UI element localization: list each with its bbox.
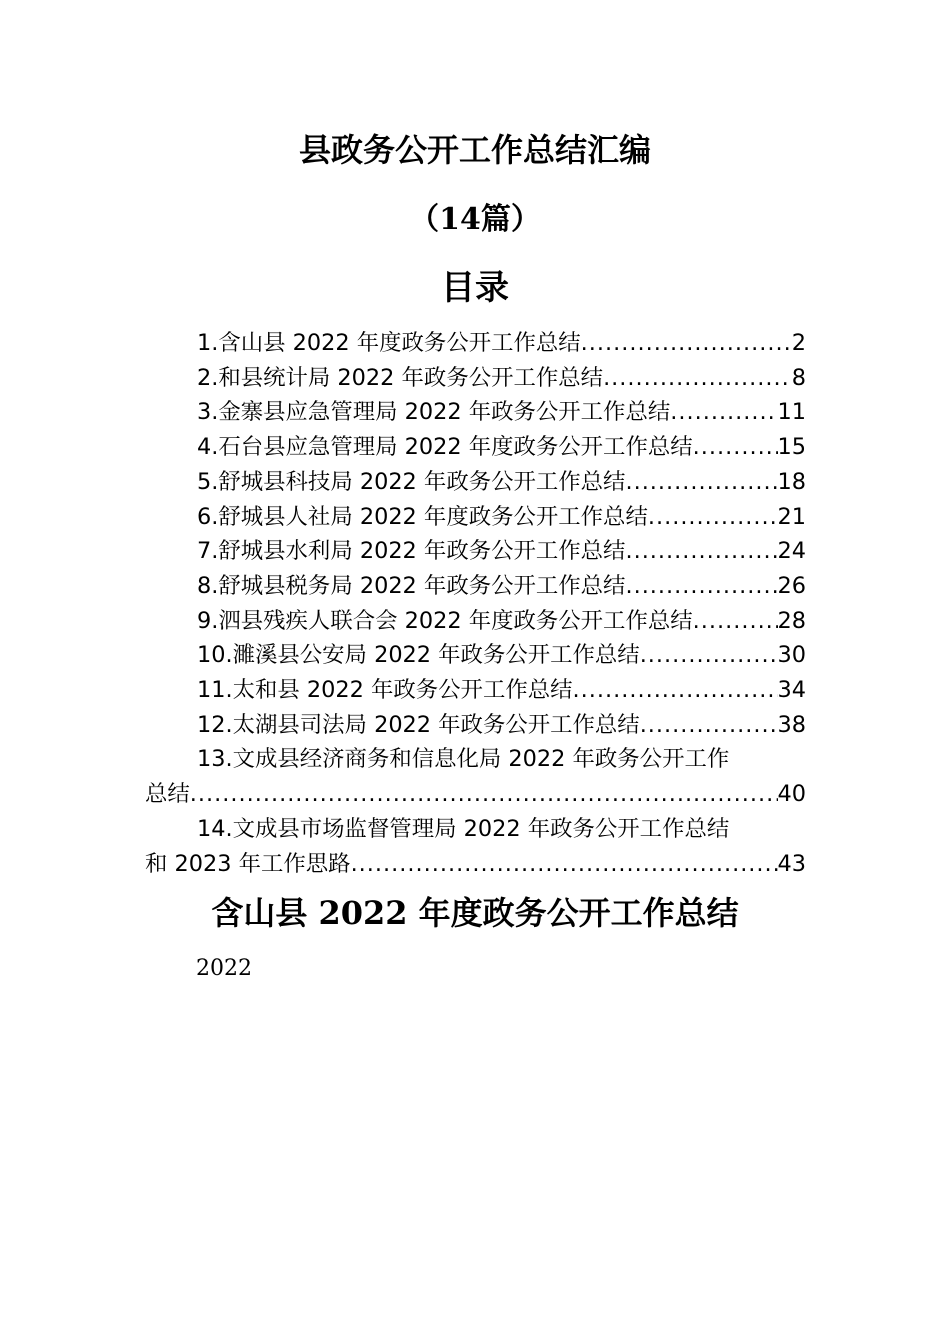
toc-entry-text: 9.泗县残疾人联合会 2022 年度政务公开工作总结 bbox=[197, 607, 693, 634]
toc-entry[interactable] bbox=[145, 569, 806, 604]
toc-page-number: 11 bbox=[777, 399, 806, 426]
toc-entry-text: 12.太湖县司法局 2022 年政务公开工作总结 bbox=[197, 711, 640, 738]
document-subtitle: （14篇） bbox=[409, 202, 541, 237]
toc-leader-dots bbox=[351, 847, 778, 882]
toc-page-number: 24 bbox=[777, 538, 806, 565]
toc-leader-dots bbox=[573, 673, 778, 708]
toc-page-number: 21 bbox=[777, 503, 806, 530]
toc-entry-text: 5.舒城县科技局 2022 年政务公开工作总结 bbox=[197, 468, 626, 495]
toc-entry[interactable] bbox=[145, 742, 806, 811]
toc-heading: 目录 bbox=[441, 268, 509, 308]
toc-page-number: 26 bbox=[777, 572, 806, 599]
toc-leader-dots bbox=[625, 569, 777, 604]
toc-leader-dots bbox=[670, 395, 777, 430]
toc-entry-text: 11.太和县 2022 年政务公开工作总结 bbox=[197, 677, 573, 704]
toc-leader-dots bbox=[625, 465, 777, 500]
toc-leader-dots bbox=[693, 430, 778, 465]
toc-entry-text: 6.舒城县人社局 2022 年度政务公开工作总结 bbox=[197, 503, 648, 530]
toc-leader-dots bbox=[190, 777, 778, 812]
toc-entry[interactable] bbox=[145, 430, 806, 465]
toc-entry-text: 1.含山县 2022 年度政务公开工作总结 bbox=[197, 330, 581, 356]
toc-entry[interactable] bbox=[145, 395, 806, 430]
toc-leader-dots bbox=[648, 500, 778, 535]
toc-entry-text: 13.文成县经济商务和信息化局 2022 年政务公开工作 bbox=[197, 746, 730, 773]
table-of-contents bbox=[145, 326, 806, 881]
toc-page-number: 43 bbox=[777, 850, 806, 877]
toc-entry[interactable] bbox=[145, 361, 806, 396]
toc-entry-text: 14.文成县市场监督管理局 2022 年政务公开工作总结 bbox=[197, 815, 730, 842]
toc-leader-dots bbox=[603, 361, 792, 396]
toc-entry[interactable] bbox=[145, 465, 806, 500]
toc-leader-dots bbox=[625, 534, 777, 569]
toc-page-number: 2 bbox=[791, 330, 806, 356]
toc-entry[interactable] bbox=[145, 673, 806, 708]
toc-entry[interactable] bbox=[145, 326, 806, 361]
document-title: 县政务公开工作总结汇编 bbox=[298, 131, 651, 169]
toc-page-number: 30 bbox=[777, 642, 806, 669]
toc-page-number: 8 bbox=[791, 364, 806, 391]
toc-page-number: 40 bbox=[777, 781, 806, 808]
toc-entry[interactable] bbox=[145, 500, 806, 535]
toc-page-number: 15 bbox=[777, 434, 806, 461]
toc-entry[interactable] bbox=[145, 534, 806, 569]
toc-entry-text: 4.石台县应急管理局 2022 年度政务公开工作总结 bbox=[197, 434, 693, 461]
toc-entry-text: 3.金寨县应急管理局 2022 年政务公开工作总结 bbox=[197, 399, 671, 426]
toc-leader-dots bbox=[581, 326, 792, 361]
toc-leader-dots bbox=[640, 708, 778, 743]
toc-entry-text: 7.舒城县水利局 2022 年政务公开工作总结 bbox=[197, 538, 626, 565]
toc-entry-text-continued: 总结 bbox=[145, 781, 190, 808]
toc-entry-text-continued: 和 2023 年工作思路 bbox=[145, 850, 351, 877]
toc-page-number: 34 bbox=[777, 677, 806, 704]
toc-page-number: 28 bbox=[777, 607, 806, 634]
body-text: 2022 bbox=[196, 956, 252, 981]
section-title: 含山县 2022 年度政务公开工作总结 bbox=[211, 894, 739, 932]
toc-entry-text: 10.濉溪县公安局 2022 年政务公开工作总结 bbox=[197, 642, 640, 669]
toc-entry-text: 8.舒城县税务局 2022 年政务公开工作总结 bbox=[197, 572, 626, 599]
toc-leader-dots bbox=[693, 604, 778, 639]
toc-entry-text: 2.和县统计局 2022 年政务公开工作总结 bbox=[197, 364, 604, 391]
toc-page-number: 38 bbox=[777, 711, 806, 738]
toc-entry[interactable] bbox=[145, 604, 806, 639]
toc-entry[interactable] bbox=[145, 708, 806, 743]
toc-page-number: 18 bbox=[777, 468, 806, 495]
toc-entry[interactable] bbox=[145, 638, 806, 673]
toc-leader-dots bbox=[640, 638, 778, 673]
toc-entry[interactable] bbox=[145, 812, 806, 881]
